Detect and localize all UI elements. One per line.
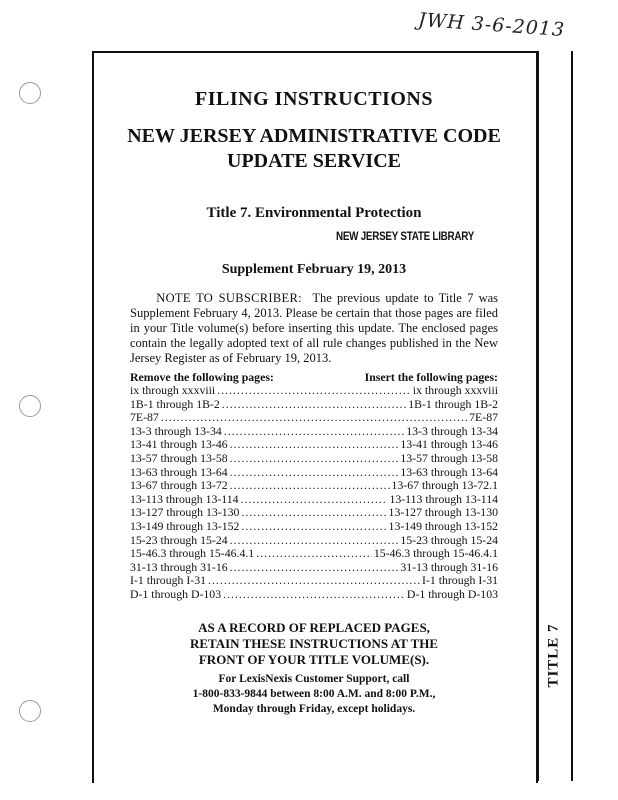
note-body: The previous update to Title 7 was Supplement February 4, 2013. Please be certain that those pages are filed in your Title volume(s) before inserting this update. The enclosed pages contain the legally adopted text of all rule changes published in the New Jersey Register as of February 19, 2013. — [130, 291, 499, 365]
dot-leader — [223, 588, 405, 602]
page-title: FILING INSTRUCTIONS — [195, 88, 433, 110]
table-rows — [130, 384, 498, 602]
remove-pages: 13-57 through 13-58 — [130, 450, 228, 465]
dot-leader — [256, 547, 372, 561]
insert-pages: 13-149 through 13-152 — [388, 518, 498, 533]
support-line3: Monday through Friday, except holidays. — [212, 703, 416, 715]
dot-leader — [230, 534, 399, 548]
remove-pages: 13-149 through 13-152 — [130, 518, 240, 533]
record-line3: FRONT OF YOUR TITLE VOLUME(S). — [198, 652, 430, 667]
table-row — [130, 452, 498, 466]
dot-leader — [217, 384, 411, 398]
table-row — [130, 574, 498, 588]
record-line1: AS A RECORD OF REPLACED PAGES, — [198, 620, 430, 635]
dot-leader — [230, 438, 399, 452]
insert-pages: I-1 through I-31 — [421, 573, 498, 588]
spine-label — [537, 600, 571, 710]
table-row — [130, 534, 498, 548]
punch-hole — [19, 395, 41, 417]
insert-pages: 15-46.3 through 15-46.4.1 — [373, 546, 498, 561]
insert-pages: 13-113 through 13-114 — [389, 491, 498, 506]
remove-header: Remove the following pages: — [130, 370, 274, 384]
insert-pages: D-1 through D-103 — [406, 586, 498, 601]
insert-pages: 1B-1 through 1B-2 — [408, 396, 498, 411]
spine-edge — [571, 51, 573, 781]
dot-leader — [241, 506, 386, 520]
remove-pages: 13-67 through 13-72 — [130, 478, 228, 493]
dot-leader — [241, 520, 386, 534]
punch-hole — [19, 82, 41, 104]
page-replacement-table — [130, 370, 498, 602]
code-title-line1: NEW JERSEY ADMINISTRATIVE CODE — [127, 125, 501, 147]
support-info — [92, 672, 536, 717]
insert-pages: ix through xxxviii — [412, 383, 498, 397]
record-notice — [92, 620, 536, 668]
insert-pages: 13-57 through 13-58 — [400, 450, 498, 465]
remove-pages: 13-127 through 13-130 — [130, 505, 240, 520]
table-row — [130, 438, 498, 452]
remove-pages: 13-113 through 13-114 — [130, 491, 239, 506]
insert-pages: 13-3 through 13-34 — [406, 423, 498, 438]
table-row — [130, 411, 498, 425]
dot-leader — [224, 425, 405, 439]
table-row — [130, 520, 498, 534]
dot-leader — [230, 466, 399, 480]
punch-hole — [19, 700, 41, 722]
dot-leader — [222, 398, 406, 412]
remove-pages: 13-41 through 13-46 — [130, 437, 228, 452]
note-lead: NOTE TO SUBSCRIBER: — [156, 291, 302, 305]
support-line2: 1-800-833-9844 between 8:00 A.M. and 8:00 P.M., — [192, 688, 436, 700]
dot-leader — [208, 574, 420, 588]
supplement-date: Supplement February 19, 2013 — [221, 262, 407, 277]
insert-pages: 7E-87 — [469, 410, 498, 425]
insert-pages: 13-67 through 13-72.1 — [391, 478, 498, 493]
insert-header: Insert the following pages: — [364, 370, 498, 384]
remove-pages: 7E-87 — [130, 410, 159, 425]
table-row — [130, 425, 498, 439]
insert-pages: 13-63 through 13-64 — [400, 464, 498, 479]
remove-pages: I-1 through I-31 — [130, 573, 207, 588]
insert-pages: 13-41 through 13-46 — [400, 437, 498, 452]
remove-pages: 15-46.3 through 15-46.4.1 — [130, 546, 255, 561]
remove-pages: 13-3 through 13-34 — [130, 423, 222, 438]
remove-pages: ix through xxxviii — [130, 383, 216, 397]
support-line1: For LexisNexis Customer Support, call — [218, 673, 410, 685]
table-row — [130, 561, 498, 575]
code-title — [92, 124, 536, 174]
spine-label-text: TITLE 7 — [545, 622, 562, 688]
remove-pages: 1B-1 through 1B-2 — [130, 396, 220, 411]
table-row — [130, 479, 498, 493]
dot-leader — [230, 452, 399, 466]
table-row — [130, 398, 498, 412]
dot-leader — [161, 411, 467, 425]
subscriber-note — [130, 291, 498, 366]
table-row — [130, 384, 498, 398]
dot-leader — [241, 493, 388, 507]
table-row — [130, 547, 498, 561]
handwritten-note: JWH 3-6-2013 — [417, 8, 566, 42]
dot-leader — [230, 479, 390, 493]
table-row — [130, 466, 498, 480]
remove-pages: 31-13 through 31-16 — [130, 559, 228, 574]
subject-title: Title 7. Environmental Protection — [206, 205, 422, 221]
remove-pages: 13-63 through 13-64 — [130, 464, 228, 479]
table-row — [130, 493, 498, 507]
record-line2: RETAIN THESE INSTRUCTIONS AT THE — [189, 636, 439, 651]
library-stamp: NEW JERSEY STATE LIBRARY — [336, 229, 475, 243]
remove-pages: D-1 through D-103 — [130, 586, 222, 601]
insert-pages: 31-13 through 31-16 — [400, 559, 498, 574]
table-row — [130, 506, 498, 520]
insert-pages: 15-23 through 15-24 — [400, 532, 498, 547]
dot-leader — [230, 561, 399, 575]
table-header — [130, 370, 498, 384]
table-row — [130, 588, 498, 602]
remove-pages: 15-23 through 15-24 — [130, 532, 228, 547]
insert-pages: 13-127 through 13-130 — [388, 505, 498, 520]
code-title-line2: UPDATE SERVICE — [227, 150, 401, 172]
